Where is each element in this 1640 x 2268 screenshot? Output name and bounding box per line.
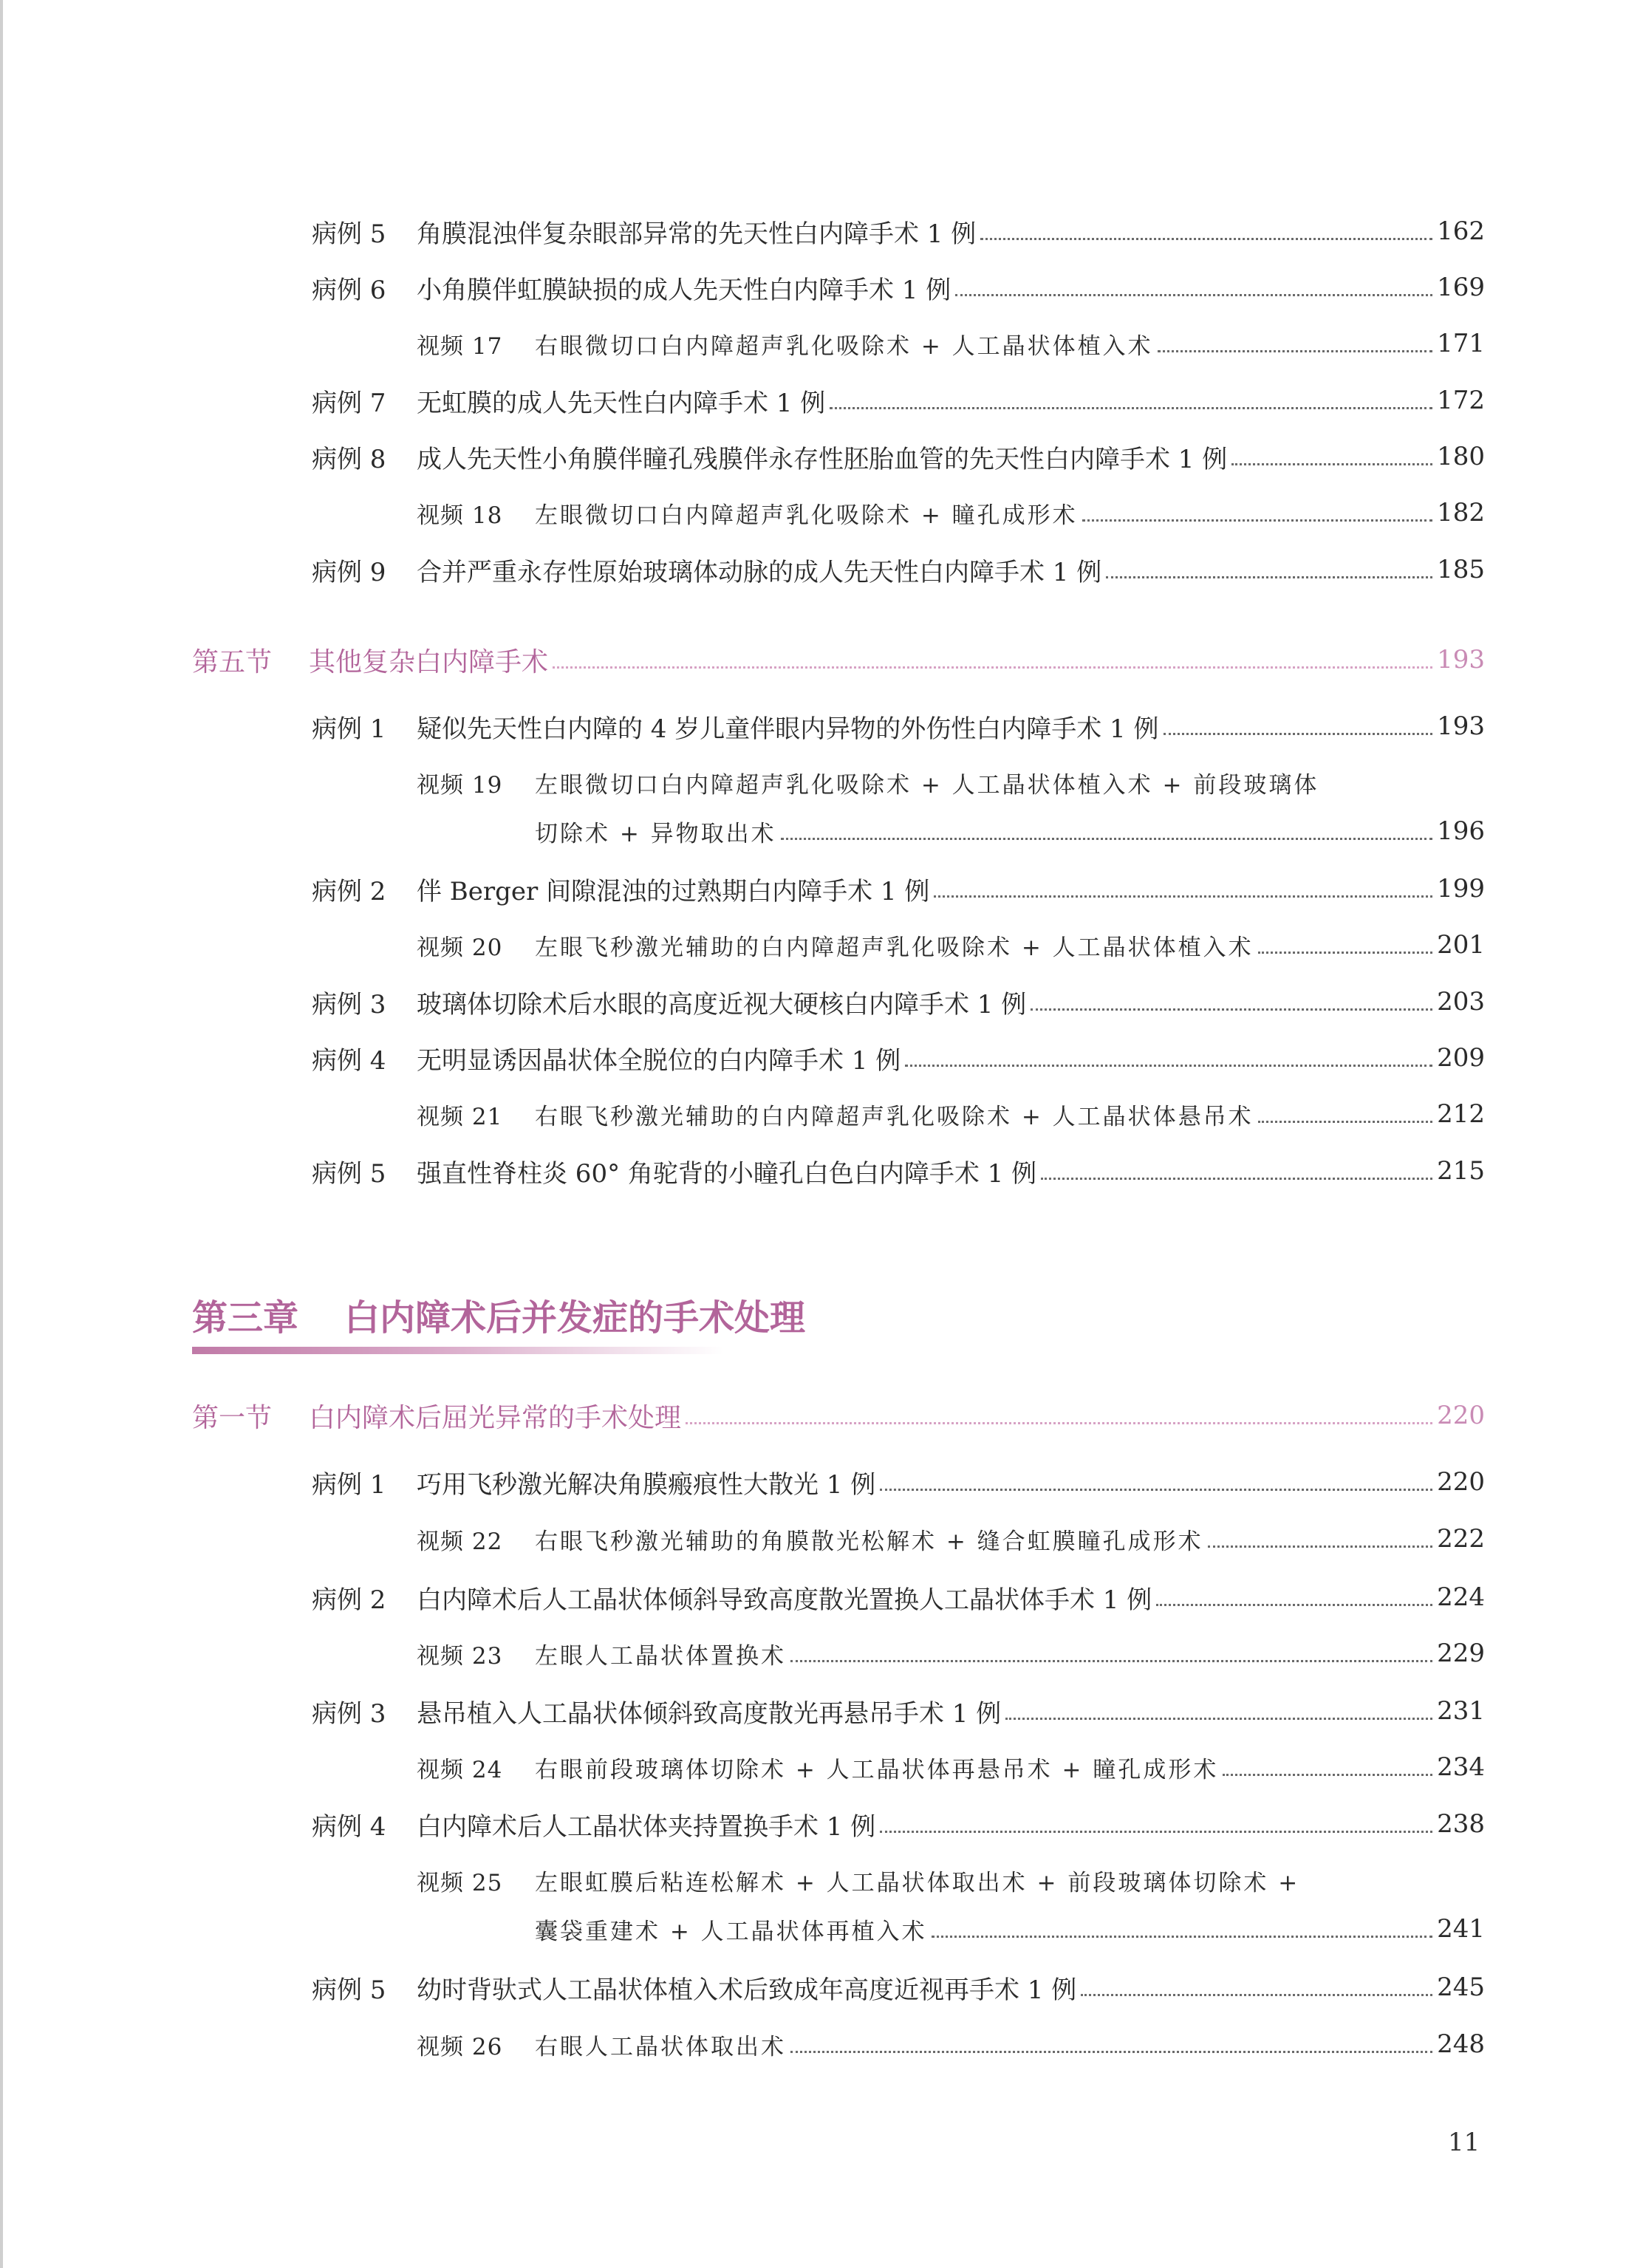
toc-entry-video[interactable] — [417, 490, 1485, 536]
dot-leader — [905, 1065, 1432, 1067]
page-number-ref: 238 — [1437, 1809, 1485, 1839]
toc-entry-case[interactable] — [312, 1574, 1485, 1620]
dot-leader — [880, 1489, 1432, 1491]
toc-entry-case[interactable] — [312, 378, 1485, 423]
page-number-ref: 224 — [1437, 1582, 1485, 1612]
toc-entry-case[interactable] — [312, 866, 1485, 912]
case-label: 病例 4 — [312, 1811, 386, 1842]
case-label: 病例 1 — [312, 1469, 386, 1500]
toc-entry-case[interactable] — [312, 979, 1485, 1025]
toc-entry-case[interactable] — [312, 547, 1485, 592]
dot-leader — [1231, 463, 1432, 465]
dot-leader — [686, 1422, 1432, 1424]
entry-title: 左眼飞秒激光辅助的白内障超声乳化吸除术 + 人工晶状体植入术 — [535, 934, 1254, 961]
case-label: 病例 2 — [312, 1585, 386, 1615]
dot-leader — [1041, 1178, 1432, 1180]
entry-title: 右眼前段玻璃体切除术 + 人工晶状体再悬吊术 + 瞳孔成形术 — [535, 1756, 1219, 1783]
entry-title: 左眼虹膜后粘连松解术 + 人工晶状体取出术 + 前段玻璃体切除术 + — [535, 1869, 1300, 1896]
page-edge — [0, 0, 3, 2268]
page-number-ref: 229 — [1437, 1639, 1485, 1668]
toc-entry-video[interactable] — [417, 1857, 1485, 1903]
chapter-label: 第三章 — [192, 1297, 299, 1339]
toc-entry-video[interactable] — [417, 2021, 1485, 2067]
entry-title: 巧用飞秒激光解决角膜瘢痕性大散光 1 例 — [417, 1469, 876, 1500]
page-number-ref: 180 — [1437, 442, 1485, 471]
entry-title: 疑似先天性白内障的 4 岁儿童伴眼内异物的外伤性白内障手术 1 例 — [417, 714, 1159, 744]
toc-entry-video[interactable] — [417, 321, 1485, 366]
section-label: 第五节 — [192, 646, 273, 677]
page-number-ref: 209 — [1437, 1043, 1485, 1073]
page-number-ref: 203 — [1437, 987, 1485, 1017]
dot-leader — [1005, 1718, 1432, 1720]
dot-leader — [1258, 952, 1432, 954]
entry-title: 玻璃体切除术后水眼的高度近视大硬核白内障手术 1 例 — [417, 989, 1027, 1019]
toc-entry-case[interactable] — [312, 1459, 1485, 1505]
page-number-ref: 241 — [1437, 1914, 1485, 1944]
page-number-ref: 185 — [1437, 555, 1485, 584]
page-number-ref: 193 — [1437, 645, 1485, 674]
case-label: 病例 6 — [312, 275, 386, 305]
case-label: 病例 1 — [312, 714, 386, 744]
toc-section-heading[interactable] — [192, 637, 1485, 683]
page-number-ref: 199 — [1437, 874, 1485, 904]
dot-leader — [781, 838, 1432, 840]
page-number-ref: 172 — [1437, 386, 1485, 415]
case-label: 病例 4 — [312, 1045, 386, 1076]
page-number-ref: 196 — [1437, 816, 1485, 846]
case-label: 病例 3 — [312, 1698, 386, 1729]
toc-entry-case[interactable] — [312, 208, 1485, 254]
toc-entry-video-continuation[interactable] — [535, 1906, 1485, 1952]
dot-leader — [955, 294, 1432, 296]
entry-title: 左眼微切口白内障超声乳化吸除术 + 人工晶状体植入术 + 前段玻璃体 — [535, 771, 1319, 799]
chapter-underline-bar — [192, 1347, 724, 1354]
entry-title: 角膜混浊伴复杂眼部异常的先天性白内障手术 1 例 — [417, 219, 977, 249]
entry-title: 伴 Berger 间隙混浊的过熟期白内障手术 1 例 — [417, 876, 930, 906]
dot-leader — [553, 666, 1432, 669]
entry-title: 无虹膜的成人先天性白内障手术 1 例 — [417, 388, 826, 418]
toc-entry-case[interactable] — [312, 1035, 1485, 1081]
video-label: 视频 17 — [417, 332, 503, 360]
video-label: 视频 21 — [417, 1103, 503, 1130]
page-number-ref: 215 — [1437, 1156, 1485, 1186]
entry-title: 悬吊植入人工晶状体倾斜致高度散光再悬吊手术 1 例 — [417, 1698, 1002, 1729]
entry-title: 左眼人工晶状体置换术 — [535, 1642, 786, 1670]
page-number-ref: 201 — [1437, 930, 1485, 960]
page-number-ref: 220 — [1437, 1467, 1485, 1497]
page-number-ref: 182 — [1437, 498, 1485, 527]
entry-title: 右眼飞秒激光辅助的白内障超声乳化吸除术 + 人工晶状体悬吊术 — [535, 1103, 1254, 1130]
video-label: 视频 19 — [417, 771, 503, 799]
entry-title: 幼时背驮式人工晶状体植入术后致成年高度近视再手术 1 例 — [417, 1975, 1077, 2005]
dot-leader — [1106, 576, 1432, 578]
dot-leader — [1258, 1121, 1432, 1123]
page-number-ref: 193 — [1437, 711, 1485, 741]
video-label: 视频 26 — [417, 2033, 503, 2060]
dot-leader — [1223, 1774, 1432, 1776]
case-label: 病例 5 — [312, 1975, 386, 2005]
page-number-ref: 220 — [1437, 1401, 1485, 1430]
section-label: 第一节 — [192, 1402, 273, 1433]
case-label: 病例 7 — [312, 388, 386, 418]
toc-entry-case[interactable] — [312, 1688, 1485, 1734]
toc-section-heading[interactable] — [192, 1393, 1485, 1438]
toc-entry-case[interactable] — [312, 703, 1485, 749]
entry-title: 强直性脊柱炎 60° 角驼背的小瞳孔白色白内障手术 1 例 — [417, 1158, 1037, 1189]
video-label: 视频 25 — [417, 1869, 503, 1896]
dot-leader — [1081, 1994, 1432, 1996]
dot-leader — [1156, 1604, 1432, 1606]
section-title: 白内障术后屈光异常的手术处理 — [309, 1402, 682, 1433]
toc-entry-video-continuation[interactable] — [535, 808, 1485, 854]
case-label: 病例 3 — [312, 989, 386, 1019]
dot-leader — [932, 1936, 1432, 1938]
entry-title: 白内障术后人工晶状体夹持置换手术 1 例 — [417, 1811, 876, 1842]
chapter-title: 白内障术后并发症的手术处理 — [344, 1297, 806, 1339]
entry-title-continuation: 囊袋重建术 + 人工晶状体再植入术 — [535, 1918, 927, 1945]
dot-leader — [790, 1660, 1432, 1662]
section-title: 其他复杂白内障手术 — [309, 646, 549, 677]
toc-entry-video[interactable] — [417, 1630, 1485, 1676]
dot-leader — [1031, 1008, 1432, 1011]
page-number-ref: 231 — [1437, 1696, 1485, 1726]
toc-entry-case[interactable] — [312, 264, 1485, 310]
dot-leader — [1158, 350, 1432, 352]
video-label: 视频 18 — [417, 502, 503, 529]
case-label: 病例 5 — [312, 1158, 386, 1189]
toc-entry-video[interactable] — [417, 759, 1485, 805]
toc-entry-video[interactable] — [417, 1091, 1485, 1137]
page-number-ref: 169 — [1437, 273, 1485, 302]
dot-leader — [830, 407, 1432, 409]
dot-leader — [1208, 1545, 1432, 1548]
page-number-ref: 245 — [1437, 1972, 1485, 2002]
case-label: 病例 8 — [312, 444, 386, 474]
entry-title: 白内障术后人工晶状体倾斜导致高度散光置换人工晶状体手术 1 例 — [417, 1585, 1152, 1615]
entry-title: 小角膜伴虹膜缺损的成人先天性白内障手术 1 例 — [417, 275, 951, 305]
page-number-ref: 162 — [1437, 216, 1485, 246]
toc-entry-video[interactable] — [417, 1516, 1485, 1562]
case-label: 病例 9 — [312, 557, 386, 587]
chapter-heading[interactable] — [192, 1289, 857, 1356]
toc-entry-video[interactable] — [417, 922, 1485, 968]
entry-title: 右眼人工晶状体取出术 — [535, 2033, 786, 2060]
dot-leader — [880, 1831, 1432, 1833]
page-number-ref: 234 — [1437, 1752, 1485, 1782]
entry-title: 右眼微切口白内障超声乳化吸除术 + 人工晶状体植入术 — [535, 332, 1153, 360]
dot-leader — [790, 2051, 1432, 2053]
page-number-ref: 222 — [1437, 1524, 1485, 1554]
video-label: 视频 22 — [417, 1528, 503, 1555]
entry-title: 无明显诱因晶状体全脱位的白内障手术 1 例 — [417, 1045, 901, 1076]
dot-leader — [934, 895, 1432, 898]
entry-title: 右眼飞秒激光辅助的角膜散光松解术 + 缝合虹膜瞳孔成形术 — [535, 1528, 1203, 1555]
entry-title: 合并严重永存性原始玻璃体动脉的成人先天性白内障手术 1 例 — [417, 557, 1102, 587]
dot-leader — [1164, 733, 1433, 735]
page-number-ref: 248 — [1437, 2029, 1485, 2059]
toc-entry-case[interactable] — [312, 1801, 1485, 1847]
entry-title: 成人先天性小角膜伴瞳孔残膜伴永存性胚胎血管的先天性白内障手术 1 例 — [417, 444, 1228, 474]
dot-leader — [980, 238, 1432, 240]
chapter-title-line — [192, 1289, 805, 1340]
page-number-ref: 212 — [1437, 1099, 1485, 1129]
case-label: 病例 2 — [312, 876, 386, 906]
dot-leader — [1082, 519, 1432, 522]
case-label: 病例 5 — [312, 219, 386, 249]
entry-title-continuation: 切除术 + 异物取出术 — [535, 820, 776, 847]
toc-entry-case[interactable] — [312, 1148, 1485, 1194]
video-label: 视频 23 — [417, 1642, 503, 1670]
entry-title: 左眼微切口白内障超声乳化吸除术 + 瞳孔成形术 — [535, 502, 1078, 529]
toc-entry-video[interactable] — [417, 1744, 1485, 1790]
toc-entry-case[interactable] — [312, 1964, 1485, 2010]
page-number-ref: 171 — [1437, 329, 1485, 358]
toc-entry-case[interactable] — [312, 434, 1485, 479]
video-label: 视频 24 — [417, 1756, 503, 1783]
video-label: 视频 20 — [417, 934, 503, 961]
folio-page-number: 11 — [1448, 2128, 1480, 2157]
